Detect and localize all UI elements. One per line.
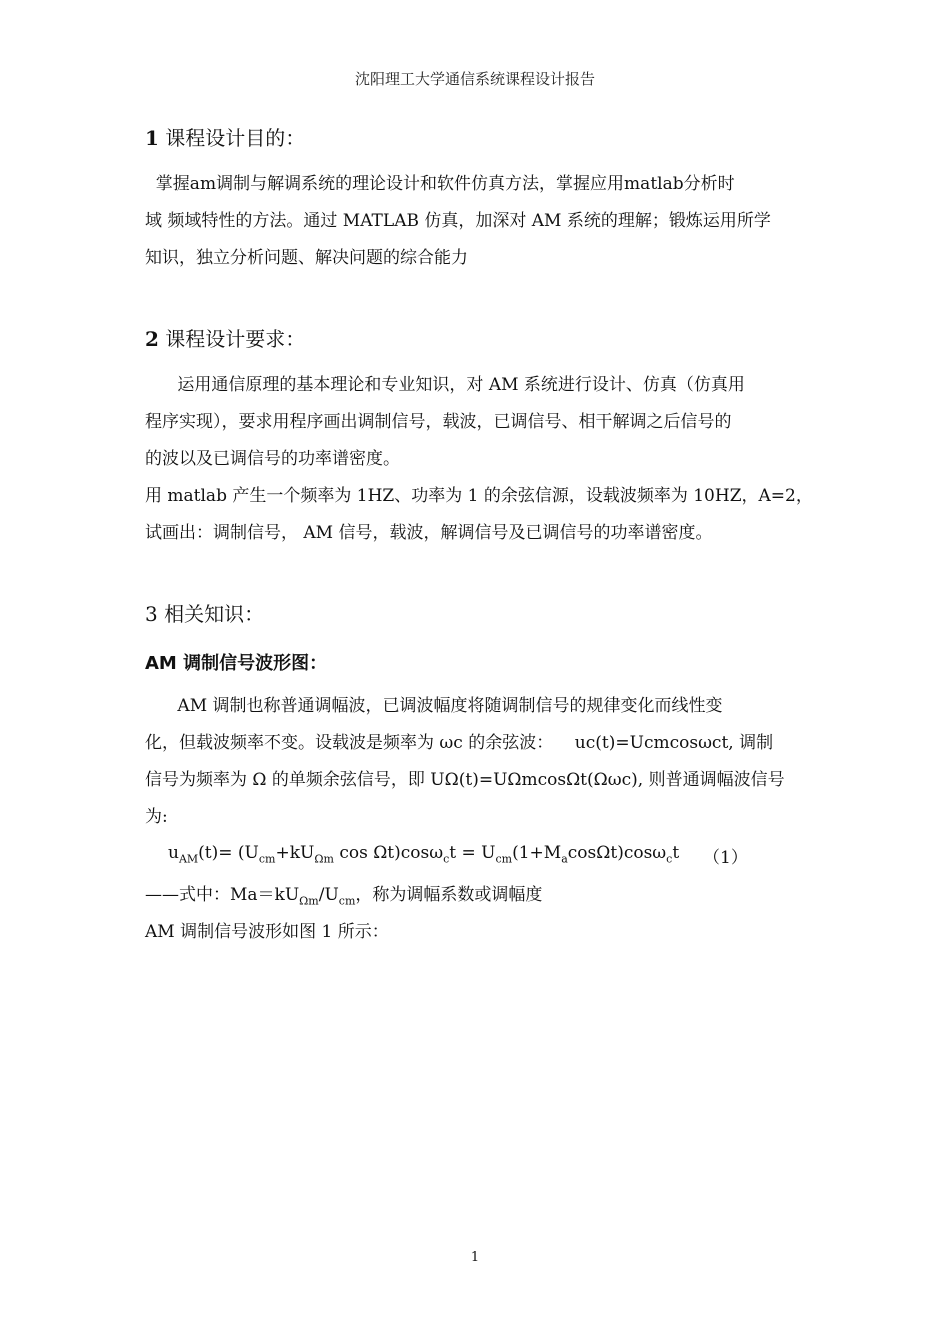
section-1-line: 知识，独立分析问题、解决问题的综合能力 (145, 248, 468, 268)
section-2-line: 运用通信原理的基本理论和专业知识，对 AM 系统进行设计、仿真（仿真用 (145, 375, 745, 395)
figure-caption: AM 调制信号波形如图 1 所示： (145, 922, 389, 942)
section-2-line: 的波以及已调信号的功率谱密度。 (145, 449, 400, 469)
section-3-line: AM 调制也称普通调幅波，已调波幅度将随调制信号的规律变化而线性变 (145, 696, 723, 716)
note-subscript: cm (338, 894, 356, 908)
section-3-line: 为: (145, 807, 168, 827)
formula-part: (1+M (512, 843, 562, 863)
formula-part: (t)= (U (198, 843, 259, 863)
note-part: /U (318, 885, 339, 905)
formula-subscript: c (443, 852, 450, 866)
note-part: ——式中：Ma＝kU (145, 885, 300, 905)
section-3-line: 化，但载波频率不变。设载波是频率为 ωc 的余弦波： uc(t)=Ucmcosωct, 调制 (145, 733, 774, 753)
page-header: 沈阳理工大学通信系统课程设计报告 (354, 70, 595, 88)
section-1-title: 课程设计目的： (165, 126, 306, 150)
section-2-title: 课程设计要求： (165, 327, 306, 351)
section-1-heading (145, 122, 305, 151)
section-3-subheading: AM 调制信号波形图： (145, 653, 328, 674)
section-2-line: 试画出：调制信号， AM 信号，载波，解调信号及已调信号的功率谱密度。 (145, 523, 713, 543)
formula-part: u (168, 843, 179, 863)
formula-note (145, 880, 542, 907)
formula-subscript: c (666, 852, 673, 866)
formula-subscript: cm (495, 852, 513, 866)
section-1-number: 1 (145, 126, 159, 150)
section-3-heading: 3 相关知识： (145, 602, 265, 626)
section-2-number: 2 (145, 327, 159, 351)
formula-part: +kU (275, 843, 315, 863)
section-2-line: 用 matlab 产生一个频率为 1HZ、功率为 1 的余弦信源，设载波频率为 10HZ，A=2， (145, 486, 813, 506)
formula-part: t (672, 843, 680, 863)
section-2-line: 程序实现），要求用程序画出调制信号，载波，已调信号、相干解调之后信号的 (145, 412, 732, 432)
formula-subscript: cm (258, 852, 276, 866)
section-3-line: 信号为频率为 Ω 的单频余弦信号，即 UΩ(t)=UΩmcosΩt(Ωωc), 则普通调幅波信号 (145, 770, 785, 790)
formula-subscript: AM (178, 852, 199, 866)
formula-subscript: a (561, 852, 568, 866)
am-formula (168, 843, 679, 865)
formula-part: cosΩt)cosω (567, 843, 667, 863)
note-subscript: Ωm (299, 894, 319, 908)
formula-subscript: Ωm (314, 852, 334, 866)
section-1-line: 域 频域特性的方法。通过 MATLAB 仿真，加深对 AM 系统的理解；锻炼运用所学 (145, 211, 771, 231)
section-3-paragraph (145, 688, 813, 836)
section-2-paragraph (145, 367, 813, 552)
page-number: 1 (470, 1250, 480, 1265)
section-1-line: 掌握am调制与解调系统的理论设计和软件仿真方法，掌握应用matlab分析时 (145, 174, 735, 194)
section-1-paragraph (145, 166, 813, 277)
formula-part: cos Ωt)cosω (333, 843, 444, 863)
section-2-heading (145, 323, 305, 352)
formula-part: t = U (449, 843, 496, 863)
note-part: ，称为调幅系数或调幅度 (355, 885, 543, 905)
equation-number: （1） (703, 848, 748, 868)
